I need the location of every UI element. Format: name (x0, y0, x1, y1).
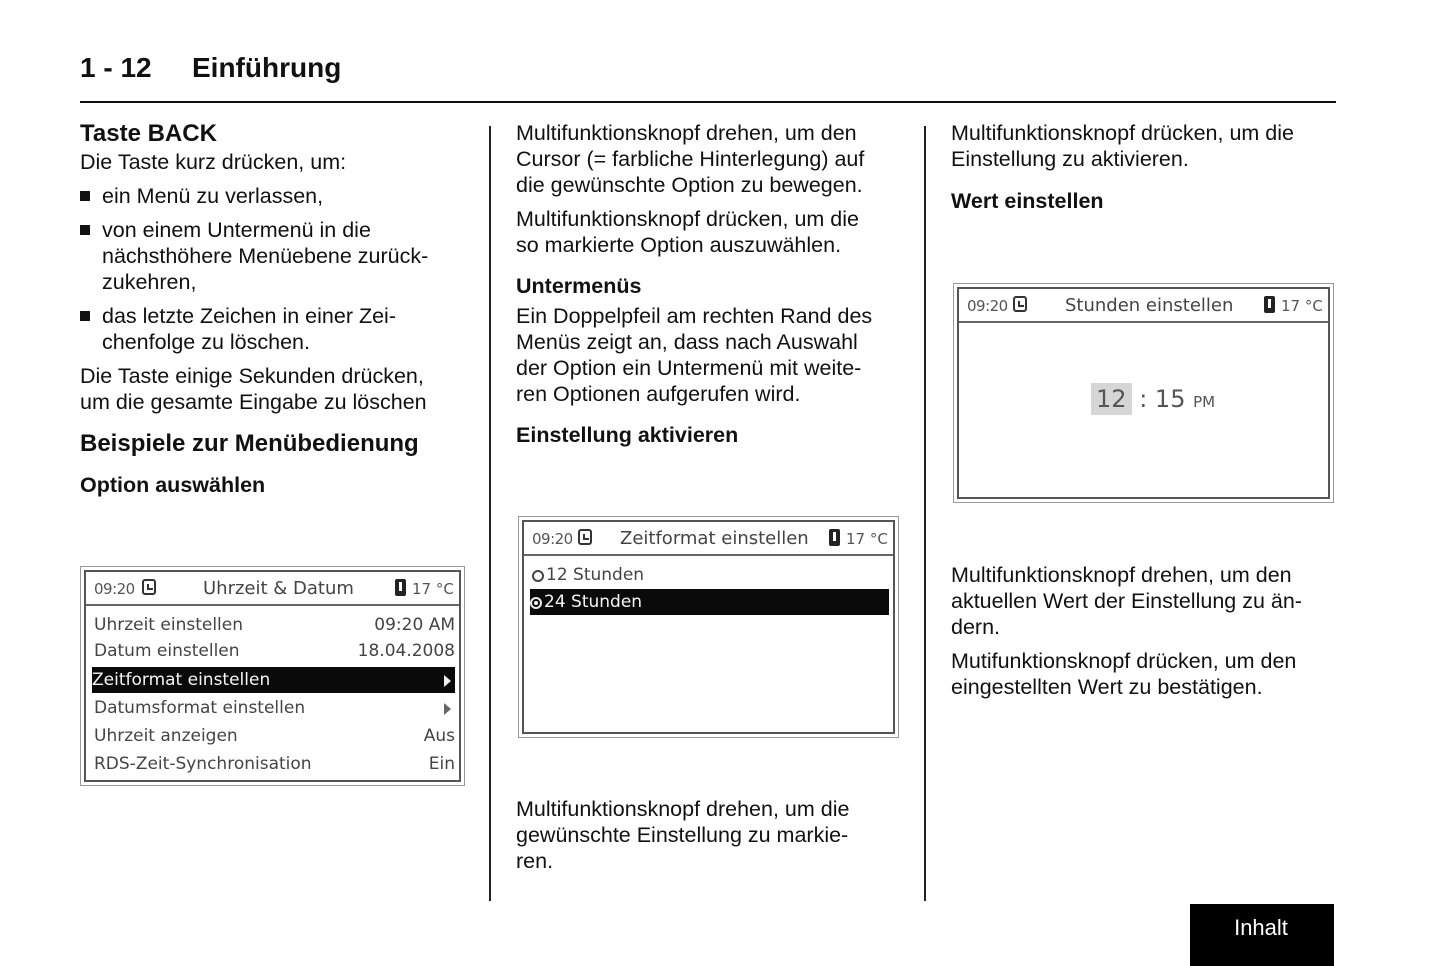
thermometer-icon (395, 579, 406, 596)
menu-row[interactable]: Uhrzeit anzeigen Aus (94, 726, 455, 746)
menu-row[interactable]: Uhrzeit einstellen 09:20 AM (94, 615, 455, 635)
heading-activate: Einstellung aktivieren (516, 423, 739, 447)
heading-submenus: Untermenüs (516, 274, 642, 298)
screen-status-bar (959, 289, 1328, 323)
heading-taste-back: Taste BACK (80, 120, 217, 147)
bullet-square-icon (80, 191, 90, 201)
paragraph-confirm-value: Mutifunktionsknopf drücken, um den eingestellten Wert zu bestätigen. (951, 649, 1297, 699)
screen-title: Stunden einstellen (1065, 295, 1234, 316)
column-divider-1 (489, 126, 491, 901)
status-time: 09:20 (967, 297, 1008, 315)
status-temperature: 17 °C (412, 580, 454, 598)
hour-value[interactable]: 12 (1091, 383, 1132, 415)
contents-button[interactable]: Inhalt (1188, 902, 1334, 966)
menu-row[interactable]: Datumsformat einstellen (94, 695, 455, 721)
menu-row-selected[interactable]: Zeitformat einstellen (92, 667, 455, 693)
clock-icon (142, 579, 156, 595)
screen-zeitformat (522, 520, 895, 734)
bullet-item (80, 217, 480, 295)
time-separator: : (1139, 385, 1148, 413)
screen-status-bar (524, 522, 893, 556)
heading-option: Option auswählen (80, 473, 266, 497)
status-time: 09:20 (94, 580, 135, 598)
thermometer-icon (1264, 296, 1275, 313)
bullet-text: von einem Untermenü in die nächsthöhere Menüebene zurück- zukehren, (102, 218, 429, 294)
page-number: 1 - 12 (80, 52, 152, 83)
submenu-arrow-icon (444, 703, 451, 715)
header-divider (80, 101, 1336, 103)
clock-icon (1013, 296, 1027, 312)
ampm-indicator: PM (1193, 393, 1216, 411)
bullet-square-icon (80, 225, 90, 235)
time-setter (1091, 385, 1215, 413)
paragraph-submenus: Ein Doppelpfeil am rechten Rand des Menüs zeigt an, dass nach Auswahl der Option ein Untermenü mit weite- ren Optionen aufgerufen wird. (516, 304, 873, 406)
radio-on-icon (530, 597, 542, 609)
submenu-arrow-icon (444, 675, 451, 687)
column-divider-2 (924, 126, 926, 901)
status-time: 09:20 (532, 530, 573, 548)
heading-examples: Beispiele zur Menübedienung (80, 430, 419, 457)
paragraph-press-knob: Multifunktionsknopf drücken, um die so markierte Option auszuwählen. (516, 207, 859, 257)
paragraph-select-setting: Multifunktionsknopf drehen, um die gewünschte Einstellung zu markie- ren. (516, 797, 850, 873)
status-temperature: 17 °C (846, 530, 888, 548)
screen-stunden (957, 287, 1330, 499)
hold-text: Die Taste einige Sekunden drücken, um die gesamte Eingabe zu löschen (80, 364, 427, 414)
bullet-item (80, 303, 480, 355)
paragraph-change-value: Multifunktionsknopf drehen, um den aktuellen Wert der Einstellung zu än- dern. (951, 563, 1302, 639)
bullet-item (80, 183, 480, 209)
intro-text: Die Taste kurz drücken, um: (80, 150, 347, 174)
screen-uhrzeit-datum (84, 570, 461, 782)
paragraph-activate-setting: Multifunktionsknopf drücken, um die Einstellung zu aktivieren. (951, 121, 1294, 171)
menu-row[interactable]: Datum einstellen 18.04.2008 (94, 641, 455, 661)
bullet-text: ein Menü zu verlassen, (102, 184, 324, 208)
paragraph-turn-knob: Multifunktionsknopf drehen, um den Cursor (= farbliche Hinterlegung) auf die gewünschte Option zu bewegen. (516, 121, 865, 197)
bullet-square-icon (80, 311, 90, 321)
clock-icon (578, 529, 592, 545)
minute-value[interactable]: 15 (1154, 385, 1186, 413)
page-title: Einführung (192, 52, 342, 83)
menu-row[interactable]: RDS-Zeit-Synchronisation Ein (94, 754, 455, 774)
screen-status-bar (86, 572, 459, 606)
bullet-text: das letzte Zeichen in einer Zei- chenfolge zu löschen. (102, 304, 396, 354)
thermometer-icon (829, 529, 840, 546)
screen-title: Zeitformat einstellen (620, 528, 809, 549)
heading-set-value: Wert einstellen (951, 189, 1104, 213)
screen-title: Uhrzeit & Datum (203, 578, 354, 599)
status-temperature: 17 °C (1281, 297, 1323, 315)
radio-off-icon (532, 570, 544, 582)
option-row[interactable]: 12 Stunden (532, 562, 889, 588)
option-row-selected[interactable]: 24 Stunden (530, 589, 889, 615)
